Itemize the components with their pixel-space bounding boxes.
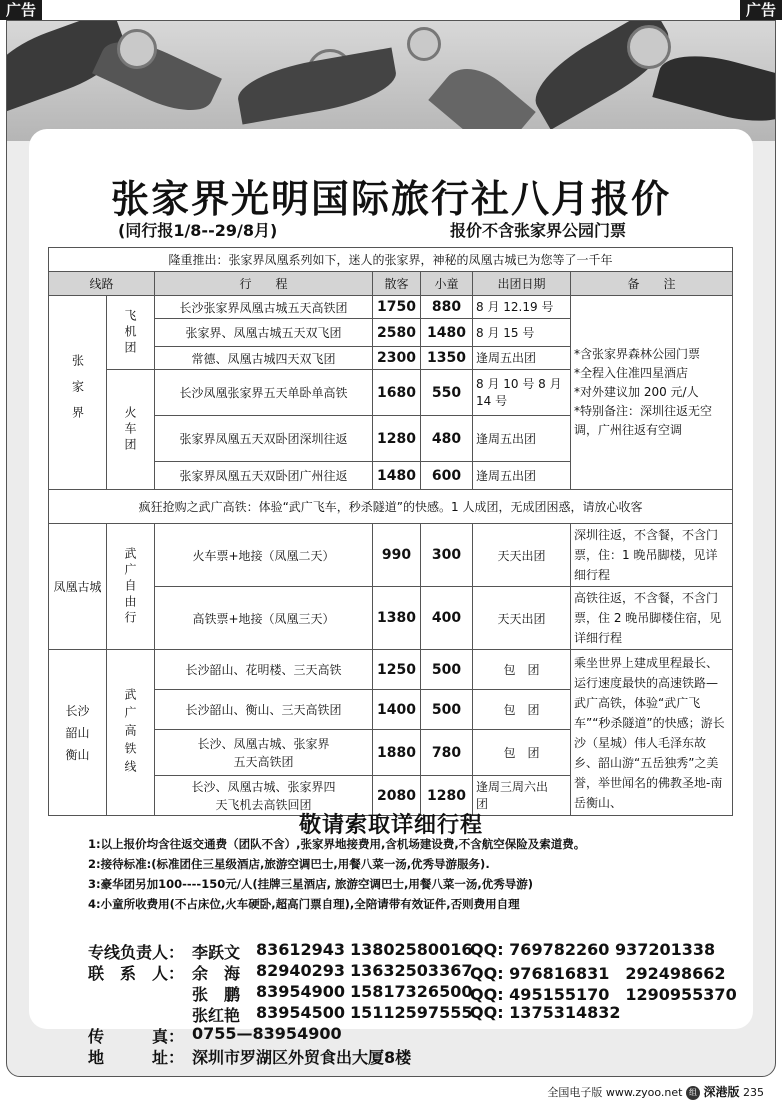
table-row bbox=[49, 296, 733, 319]
departure-date: 逢周五出团 bbox=[473, 462, 571, 490]
contact-name: 李跃文 bbox=[192, 943, 241, 962]
departure-date: 8 月 15 号 bbox=[473, 319, 571, 347]
contact-tel: 83954900 bbox=[256, 982, 346, 1001]
wuguang-banner: 疯狂抢购之武广高铁：体验“武广飞车，秒杀隧道”的快感。1 人成团，无成团困惑，请放心收客 bbox=[49, 490, 733, 524]
note-line: *对外建议加 200 元/人 bbox=[574, 385, 699, 399]
itinerary-cell: 长沙韶山、花明楼、三天高铁 bbox=[155, 650, 373, 690]
child-price: 600 bbox=[421, 462, 473, 490]
term-line: 1:以上报价均含往返交通费（团队不含）,张家界地接费用,含机场建设费,不含航空保险及索道费。 bbox=[88, 837, 586, 851]
adult-price: 990 bbox=[373, 524, 421, 587]
region-shaoshan bbox=[49, 650, 107, 816]
fern-spiral-icon bbox=[117, 29, 157, 69]
group-wuguang-rail: 武广高铁线 bbox=[107, 650, 155, 816]
itinerary-cell: 长沙凤凰张家界五天单卧单高铁 bbox=[155, 370, 373, 416]
adult-price: 1280 bbox=[373, 416, 421, 462]
remark-cell: 高铁往返，不含餐，不含门票，住 2 晚吊脚楼住宿，见详细行程 bbox=[571, 587, 733, 650]
adult-price: 1880 bbox=[373, 730, 421, 776]
subtitle-period: (同行报1/8--29/8月) bbox=[118, 221, 278, 240]
address-label: 地 址： bbox=[88, 1048, 185, 1067]
term-line: 2:接待标准:(标准团住三星级酒店,旅游空调巴士,用餐八菜一汤,优秀导游服务). bbox=[88, 857, 490, 871]
header-remark: 备 注 bbox=[571, 272, 733, 296]
header-itinerary: 行 程 bbox=[155, 272, 373, 296]
adult-price: 1400 bbox=[373, 690, 421, 730]
group-wuguang-free: 武广自由行 bbox=[107, 524, 155, 650]
term-line: 3:豪华团另加100----150元/人(挂牌三星酒店, 旅游空调巴士,用餐八菜一汤,优秀导游) bbox=[88, 877, 534, 891]
address-value: 深圳市罗湖区外贸食出大厦8楼 bbox=[192, 1048, 412, 1067]
child-price: 1350 bbox=[421, 347, 473, 370]
remark-cell: 深圳往返，不含餐，不含门票，住：1 晚吊脚楼，见详细行程 bbox=[571, 524, 733, 587]
itinerary-cell: 高铁票+地接（凤凰三天） bbox=[155, 587, 373, 650]
group-plane: 飞机团 bbox=[107, 296, 155, 370]
fax-number: 0755—83954900 bbox=[192, 1024, 342, 1043]
contact-tel: 82940293 bbox=[256, 961, 346, 980]
contact-label: 联 系 人： bbox=[88, 964, 185, 983]
contact-tel: 83612943 bbox=[256, 940, 346, 959]
adult-price: 1380 bbox=[373, 587, 421, 650]
ad-tag-right: 广告 bbox=[740, 0, 782, 20]
departure-date: 天天出团 bbox=[473, 524, 571, 587]
region-fenghuang: 凤凰古城 bbox=[49, 524, 107, 650]
itinerary-cell: 长沙、凤凰古城、张家界四天飞机去高铁回团 bbox=[155, 776, 373, 816]
fax-label: 传 真： bbox=[88, 1027, 185, 1046]
adult-price: 1250 bbox=[373, 650, 421, 690]
region-line: 长沙 bbox=[65, 703, 90, 718]
itinerary-cell: 张家界、凤凰古城五天双飞团 bbox=[155, 319, 373, 347]
footer-site[interactable]: 全国电子版 www.zyoo.net bbox=[547, 1086, 683, 1099]
contact-tel: 83954500 bbox=[256, 1003, 346, 1022]
itinerary-cell: 长沙韶山、衡山、三天高铁团 bbox=[155, 690, 373, 730]
contact-mobile: 15112597555 bbox=[350, 1003, 473, 1022]
table-header bbox=[49, 272, 733, 296]
departure-date: 天天出团 bbox=[473, 587, 571, 650]
header-date: 出团日期 bbox=[473, 272, 571, 296]
contact-name: 张 鹏 bbox=[192, 985, 241, 1004]
itinerary-cell: 张家界凤凰五天双卧团深圳往返 bbox=[155, 416, 373, 462]
group-train: 火车团 bbox=[107, 370, 155, 490]
note-line: *全程入住准四星酒店 bbox=[574, 366, 689, 380]
itinerary-cell: 张家界凤凰五天双卧团广州往返 bbox=[155, 462, 373, 490]
itinerary-cell: 长沙张家界凤凰古城五天高铁团 bbox=[155, 296, 373, 319]
child-price: 1480 bbox=[421, 319, 473, 347]
child-price: 500 bbox=[421, 690, 473, 730]
footer-edition: 深港版 bbox=[703, 1085, 740, 1099]
term-line: 4:小童所收费用(不占床位,火车硬卧,超高门票自理),全陪请带有效证件,否则费用自理 bbox=[88, 897, 520, 911]
leaf-icon bbox=[92, 28, 222, 124]
departure-date: 包 团 bbox=[473, 650, 571, 690]
manager-label: 专线负责人： bbox=[88, 943, 185, 962]
child-price: 480 bbox=[421, 416, 473, 462]
adult-price: 2300 bbox=[373, 347, 421, 370]
departure-date: 8 月 10 号 8 月 14 号 bbox=[473, 370, 571, 416]
departure-date: 包 团 bbox=[473, 690, 571, 730]
note-line: *含张家界森林公园门票 bbox=[574, 347, 701, 361]
region-line: 衡山 bbox=[65, 747, 90, 762]
contact-mobile: 13802580016 bbox=[350, 940, 473, 959]
departure-date: 逢周三周六出 团 bbox=[473, 776, 571, 816]
child-price: 400 bbox=[421, 587, 473, 650]
region-line: 韶山 bbox=[65, 725, 90, 740]
adult-price: 1750 bbox=[373, 296, 421, 319]
note-line: *特别备注：深圳往返无空调，广州往返有空调 bbox=[574, 404, 713, 437]
child-price: 880 bbox=[421, 296, 473, 319]
itinerary-cell: 常德、凤凰古城四天双飞团 bbox=[155, 347, 373, 370]
intro-text: 隆重推出：张家界凤凰系列如下，迷人的张家界，神秘的凤凰古城已为您等了一千年 bbox=[49, 248, 733, 272]
fern-spiral-icon bbox=[407, 27, 441, 61]
child-price: 550 bbox=[421, 370, 473, 416]
leaf-icon bbox=[652, 44, 776, 133]
contact-name: 张红艳 bbox=[192, 1006, 241, 1025]
child-price: 1280 bbox=[421, 776, 473, 816]
contact-qq: QQ: 769782260 937201338 bbox=[470, 940, 716, 959]
departure-date: 逢周五出团 bbox=[473, 416, 571, 462]
shaoshan-remark: 乘坐世界上建成里程最长、运行速度最快的高速铁路—武广高铁，体验“武广飞车”“秒杀隧道”的快感；游长沙（星城）伟人毛泽东故乡、韶山游“五岳独秀”之美誉，举世闻名的佛教圣地-南岳衡山、 bbox=[571, 650, 733, 816]
child-price: 300 bbox=[421, 524, 473, 587]
contact-qq: QQ: 495155170 1290955370 bbox=[470, 985, 737, 1004]
contact-qq: QQ: 1375314832 bbox=[470, 1003, 621, 1022]
price-table bbox=[48, 247, 733, 816]
subtitle-note: 报价不含张家界公园门票 bbox=[450, 221, 627, 240]
adult-price: 1680 bbox=[373, 370, 421, 416]
departure-date: 8 月 12.19 号 bbox=[473, 296, 571, 319]
header-child: 小童 bbox=[421, 272, 473, 296]
jungle-banner bbox=[7, 21, 776, 141]
page-footer bbox=[547, 1083, 764, 1100]
adult-price: 2580 bbox=[373, 319, 421, 347]
contact-name: 余 海 bbox=[192, 964, 241, 983]
page-title: 张家界光明国际旅行社八月报价 bbox=[110, 177, 671, 221]
child-price: 500 bbox=[421, 650, 473, 690]
table-row bbox=[49, 650, 733, 690]
terms-list bbox=[88, 834, 585, 914]
departure-date: 包 团 bbox=[473, 730, 571, 776]
itinerary-cell: 长沙、凤凰古城、张家界五天高铁团 bbox=[155, 730, 373, 776]
header-route: 线路 bbox=[49, 272, 155, 296]
child-price: 780 bbox=[421, 730, 473, 776]
edition-badge-icon: 组 bbox=[686, 1086, 700, 1100]
contact-mobile: 13632503367 bbox=[350, 961, 473, 980]
header-adult: 散客 bbox=[373, 272, 421, 296]
region-zhangjiajie: 张家界 bbox=[49, 296, 107, 490]
departure-date: 逢周五出团 bbox=[473, 347, 571, 370]
adult-price: 2080 bbox=[373, 776, 421, 816]
zjj-remarks bbox=[571, 296, 733, 490]
page-number: 235 bbox=[743, 1086, 764, 1099]
contact-mobile: 15817326500 bbox=[350, 982, 473, 1001]
ask-detail-heading: 敬请索取详细行程 bbox=[298, 813, 483, 838]
ad-tag-left: 广告 bbox=[0, 0, 42, 20]
adult-price: 1480 bbox=[373, 462, 421, 490]
table-row bbox=[49, 524, 733, 587]
contact-qq: QQ: 976816831 292498662 bbox=[470, 964, 726, 983]
itinerary-cell: 火车票+地接（凤凰二天） bbox=[155, 524, 373, 587]
